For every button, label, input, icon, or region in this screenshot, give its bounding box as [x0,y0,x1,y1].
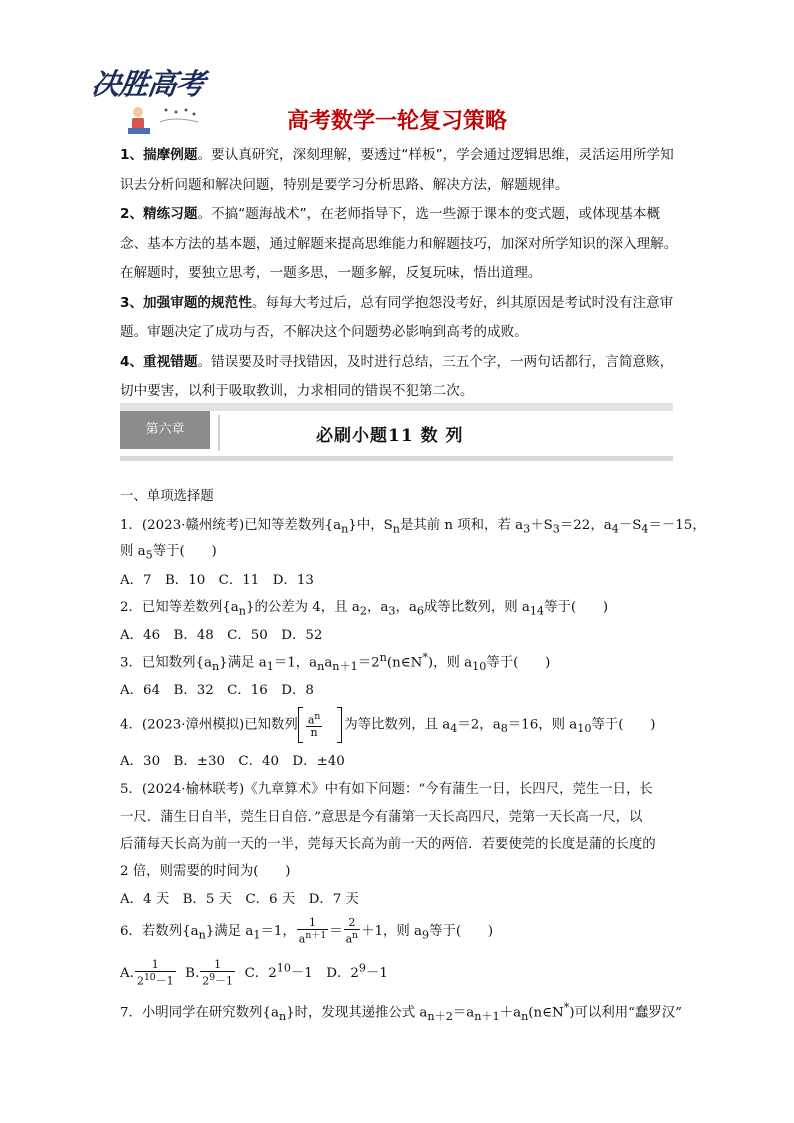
strategy-list [120,141,680,407]
question-5-cont: 2 倍，则需要的时间为( ) [120,864,291,879]
strategy-body: 。每每大考过后，总有同学抱怨没考好，纠其原因是考试时没有注意审题。审题决定了成功与否，不解决这个问题势必影响到高考的成败。 [120,294,674,340]
banner-bottom-band [120,456,673,461]
question-6-options: A. $\frac{1}{2^{10}-1}$ B. $\frac{1}{2^9-1}$ C．$2^{10}-1$ D．$2^9-1$ [120,958,388,988]
chapter-banner [120,403,673,461]
question-1-options: A．7 B．10 C．11 D．13 [120,573,314,588]
strategy-heading: 2、精练习题 [120,206,198,222]
question-5-cont: 后蒲每天长高为前一天的一半，莞每天长高为前一天的两倍．若要使莞的长度是蒲的长度的 [120,837,656,852]
strategy-heading: 1、揣摩例题 [120,147,198,163]
strategy-body: 。错误要及时寻找错因，及时进行总结，三五个字，一两句话都行，言简意赅，切中要害，以利于吸取教训，力求相同的错误不犯第二次。 [120,353,674,399]
strategy-item [120,289,680,348]
question-5-options: A．4 天 B．5 天 C．6 天 D．7 天 [120,892,359,907]
question-4-options: A．30 B．±30 C．40 D．±40 [120,754,345,769]
question-6: 6．若数列$\{a_n\}$满足 $a_1=1$， $\frac{1}{a^{n+1}}$ ＝ $\frac{2}{a^n}$ ＋1，则 $a_9$等于( ) [120,916,494,946]
strategy-body: 。要认真研究，深刻理解，要透过“样板”，学会通过逻辑思维，灵活运用所学知识去分析问题和解决问题，特别是要学习分析思路、解决方法，解题规律。 [120,147,674,193]
chapter-title-box [218,415,675,451]
strategy-item [120,141,680,200]
strategy-heading: 4、重视错题 [120,353,198,370]
question-3: 3．已知数列$\{a_n\}$满足 $a_1=1$，$a_na_{n+1}=2^n(n\in N^*)$，则 $a_{10}$等于( ) [120,651,551,674]
question-5: 5．(2024·榆林联考)《九章算术》中有如下问题：“今有蒲生一日，长四尺，莞生一日，长 [120,782,653,797]
logo-text: 决胜高考 [89,67,207,101]
question-3-options: A．64 B．32 C．16 D．8 [120,683,314,698]
question-1-cont: 则 $a_5$等于( ) [120,544,217,562]
strategy-item [120,200,680,289]
question-7: 7．小明同学在研究数列$\{a_n\}$时，发现其递推公式 $a_{n+2}=a_{n+1}+a_n(n\in N^*)$可以利用“蠢罗汉” [120,1001,682,1024]
question-1: 1．(2023·赣州统考)已知等差数列$\{a_n\}$中，$S_n$是其前 n 项和，若 $a_3+S_3=22$，$a_4-S_4=-15$， [120,518,706,536]
question-4: 4．(2023·漳州模拟)已知数列 $\frac{a^n}{n}$ 为等比数列，且 $a_4=2$，$a_8=16$，则 $a_{10}$等于( ) [120,707,655,743]
banner-top-band [120,403,673,411]
chapter-tab: 第六章 [120,411,210,449]
question-2: 2．已知等差数列$\{a_n\}$的公差为 4，且 $a_2$，$a_3$，$a_6$成等比数列，则 $a_{14}$等于( ) [120,600,609,618]
section-heading: 一、单项选择题 [120,489,214,504]
strategy-heading: 3、加强审题的规范性 [120,294,252,311]
question-2-options: A．46 B．48 C．50 D．52 [120,628,323,643]
chapter-title: 必刷小题11 数 列 [316,426,464,446]
strategy-body: 。不搞“题海战术”，在老师指导下，选一些源于课本的变式题，或体现基本概念、基本方法的基本题，通过解题来提高思维能力和解题技巧，加深对所学知识的深入理解。在解题时，要独立思考，一题多思，一题多解，反复玩味，悟出道理。 [120,206,678,281]
page-title: 高考数学一轮复习策略 [286,109,507,134]
strategy-item [120,348,680,407]
question-5-cont: 一尺．蒲生日自半，莞生日自倍．”意思是今有蒲第一天长高四尺，莞第一天长高一尺，以 [120,810,643,825]
